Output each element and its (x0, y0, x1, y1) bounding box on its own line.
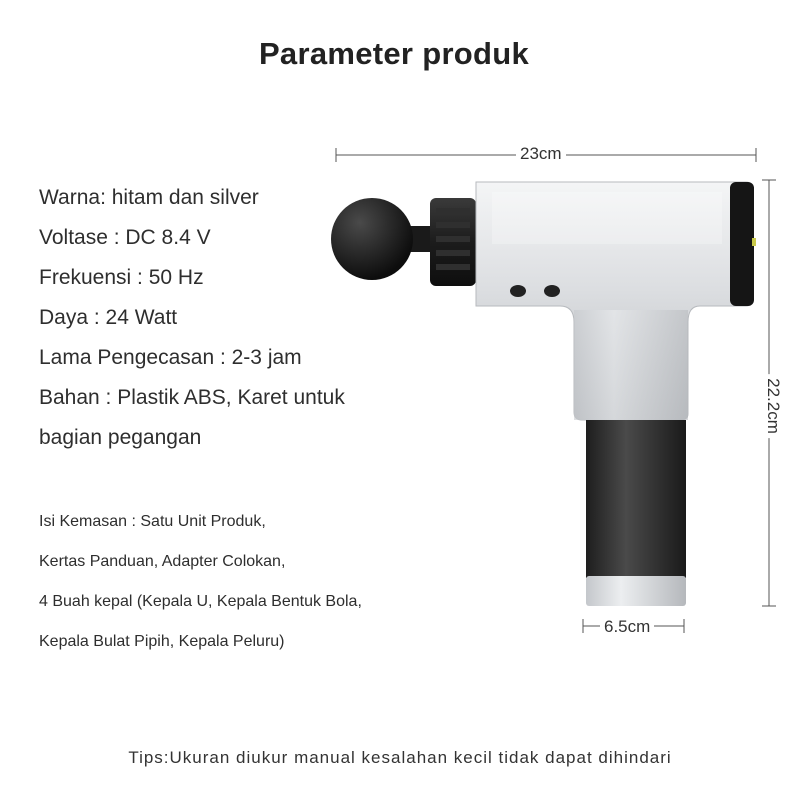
page-title: Parameter produk (258, 36, 530, 71)
spec-material: Bahan : Plastik ABS, Karet untuk (39, 386, 345, 409)
handle-grip (586, 420, 686, 606)
tips-note: Tips:Ukuran diukur manual kesalahan kecil tidak dapat dihindari (128, 748, 672, 767)
width-label: 23cm (516, 144, 566, 164)
spec-voltage: Voltase : DC 8.4 V (39, 226, 211, 249)
spec-color: Warna: hitam dan silver (39, 186, 259, 209)
spec-power: Daya : 24 Watt (39, 306, 178, 329)
package-line: Kepala Bulat Pipih, Kepala Peluru) (39, 633, 285, 650)
package-line: Isi Kemasan : Satu Unit Produk, (39, 513, 266, 530)
device-body (476, 182, 752, 420)
package-line: 4 Buah kepal (Kepala U, Kepala Bentuk Bola, (39, 593, 362, 610)
height-label: 22.2cm (763, 374, 783, 438)
spec-material-cont: bagian pegangan (39, 426, 202, 449)
rear-cap (730, 182, 756, 306)
head-collar (430, 198, 476, 286)
massage-head (331, 198, 437, 280)
grip-width-label: 6.5cm (600, 617, 654, 637)
spec-charge-time: Lama Pengecasan : 2-3 jam (39, 346, 302, 369)
package-line: Kertas Panduan, Adapter Colokan, (39, 553, 286, 570)
spec-frequency: Frekuensi : 50 Hz (39, 266, 204, 289)
